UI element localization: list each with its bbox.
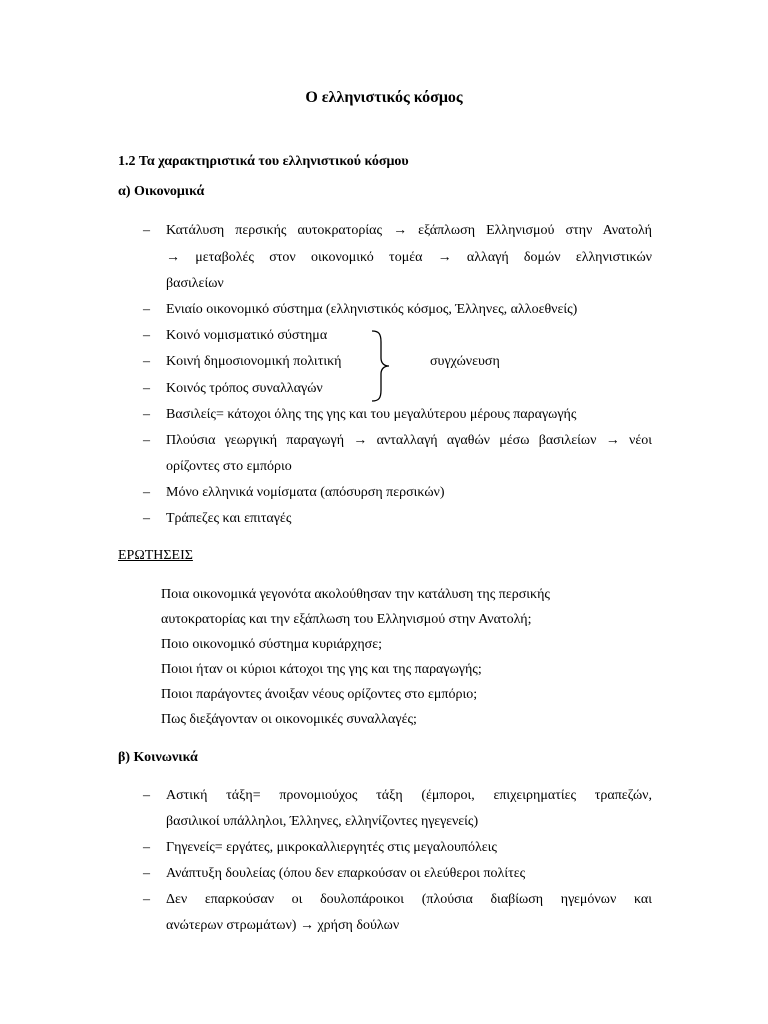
list-item: Τράπεζες και επιταγές bbox=[166, 511, 292, 526]
bullet-dash: – bbox=[143, 511, 150, 526]
right-brace-icon bbox=[370, 330, 394, 402]
question-line: Ποιοι παράγοντες άνοιξαν νέους ορίζοντες στο εμπόριο; bbox=[161, 687, 478, 702]
bullet-dash: – bbox=[143, 485, 150, 500]
list-item: Μόνο ελληνικά νομίσματα (απόσυρση περσικών) bbox=[166, 485, 445, 500]
list-item: Πλούσια γεωργική παραγωγή → ανταλλαγή αγαθών μέσω βασιλείων → νέοι bbox=[166, 433, 652, 448]
bullet-dash: – bbox=[143, 381, 150, 396]
bullet-dash: – bbox=[143, 407, 150, 422]
questions-heading: ΕΡΩΤΗΣΕΙΣ bbox=[118, 548, 193, 563]
list-item: Δεν επαρκούσαν οι δουλοπάροικοι (πλούσια διαβίωση ηγεμόνων και bbox=[166, 892, 652, 907]
list-item: Κοινή δημοσιονομική πολιτική bbox=[166, 354, 342, 369]
question-line: Ποιο οικονομικό σύστημα κυριάρχησε; bbox=[161, 637, 382, 652]
list-item-continuation: βασιλικοί υπάλληλοι, Έλληνες, ελληνίζοντες ηγεγενείς) bbox=[166, 814, 479, 829]
bullet-dash: – bbox=[143, 328, 150, 343]
social-heading: β) Κοινωνικά bbox=[118, 750, 198, 765]
question-line: αυτοκρατορίας και την εξάπλωση του Ελληνισμού στην Ανατολή; bbox=[161, 612, 532, 627]
list-item: Γηγενείς= εργάτες, μικροκαλλιεργητές στις μεγαλουπόλεις bbox=[166, 840, 497, 855]
bullet-dash: – bbox=[143, 892, 150, 907]
bullet-dash: – bbox=[143, 354, 150, 369]
bullet-dash: – bbox=[143, 866, 150, 881]
list-item-continuation: βασιλείων bbox=[166, 276, 224, 291]
bullet-dash: – bbox=[143, 788, 150, 803]
economy-heading: α) Οικονομικά bbox=[118, 184, 205, 199]
list-item-continuation: ανώτερων στρωμάτων) → χρήση δούλων bbox=[166, 918, 400, 933]
document-title: Ο ελληνιστικός κόσμος bbox=[305, 89, 463, 106]
list-item: Αστική τάξη= προνομιούχος τάξη (έμποροι, επιχειρηματίες τραπεζών, bbox=[166, 788, 652, 803]
brace-label: συγχώνευση bbox=[430, 354, 500, 369]
bullet-dash: – bbox=[143, 840, 150, 855]
question-line: Ποιοι ήταν οι κύριοι κάτοχοι της γης και της παραγωγής; bbox=[161, 662, 482, 677]
list-item: Κατάλυση περσικής αυτοκρατορίας → εξάπλωση Ελληνισμού στην Ανατολή bbox=[166, 223, 652, 238]
bullet-dash: – bbox=[143, 302, 150, 317]
bullet-dash: – bbox=[143, 433, 150, 448]
list-item-continuation: ορίζοντες στο εμπόριο bbox=[166, 459, 292, 474]
list-item-continuation: → μεταβολές στον οικονομικό τομέα → αλλαγή δομών ελληνιστικών bbox=[166, 250, 652, 265]
question-line: Ποια οικονομικά γεγονότα ακολούθησαν την κατάλυση της περσικής bbox=[161, 587, 550, 602]
section-heading: 1.2 Τα χαρακτηριστικά του ελληνιστικού κόσμου bbox=[118, 154, 409, 169]
question-line: Πως διεξάγονταν οι οικονομικές συναλλαγές; bbox=[161, 712, 417, 727]
list-item: Βασιλείς= κάτοχοι όλης της γης και του μεγαλύτερου μέρους παραγωγής bbox=[166, 407, 577, 422]
list-item: Κοινός τρόπος συναλλαγών bbox=[166, 381, 323, 396]
list-item: Ανάπτυξη δουλείας (όπου δεν επαρκούσαν οι ελεύθεροι πολίτες bbox=[166, 866, 526, 881]
list-item: Κοινό νομισματικό σύστημα bbox=[166, 328, 328, 343]
bullet-dash: – bbox=[143, 223, 150, 238]
list-item: Ενιαίο οικονομικό σύστημα (ελληνιστικός κόσμος, Έλληνες, αλλοεθνείς) bbox=[166, 302, 578, 317]
